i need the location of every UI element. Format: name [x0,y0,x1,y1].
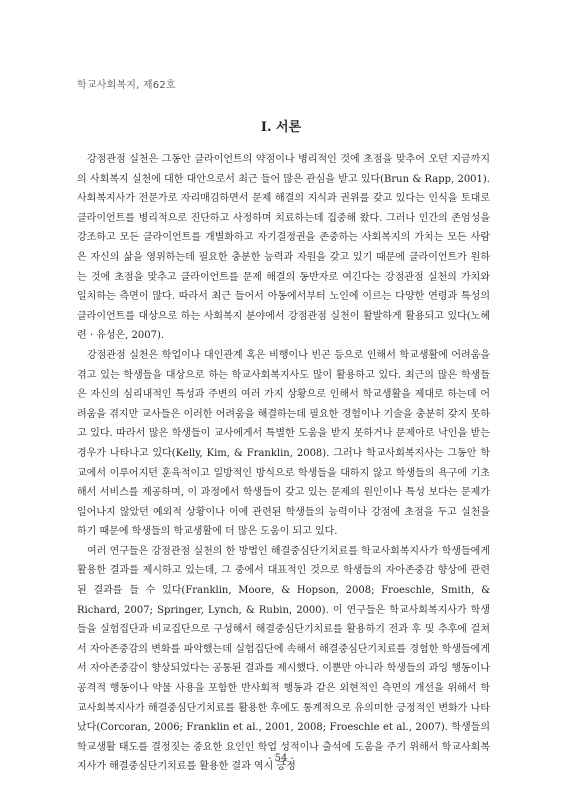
paragraph-2: 강점관점 실천은 학업이나 대인관계 혹은 비행이나 빈곤 등으로 인해서 학교생활에 어려움을 겪고 있는 학생들을 대상으로 하는 학교사회복지사도 많이 활용하고 있다. 최근의 많은 학생들은 자신의 심리내적인 특성과 주변의 여러 가지 상황으로 인해서 학교생활을 제대로 하는데 어려움을 겪지만 교사들은 이러한 어려움을 해결하는데 필요한 경험이나 기술을 충분히 갖지 못하고 있다. 따라서 많은 학생들이 교사에게서 특별한 도움을 받지 못하거나 문제아로 낙인을 받는 경우가 나타나고 있다(Kelly, Kim, & Franklin, 2008). 그러나 학교사회복지사는 그동안 학교에서 이루어지던 훈육적이고 일방적인 방식으로 학생들을 대하지 않고 학생들의 욕구에 기초해서 서비스를 제공하며, 이 과정에서 학생들이 갖고 있는 문제의 원인이나 특성 보다는 문제가 일어나지 않았던 예외적 상황이나 이에 관련된 학생들의 능력이나 강점에 초점을 두고 실천을 하기 때문에 학생들의 학교생활에 더 많은 도움이 되고 있다. [77,349,490,538]
body-text [77,150,490,777]
running-head: 학교사회복지, 제62호 [77,80,176,91]
page-number: - 54 - [268,753,294,764]
paragraph-1: 강점관점 실천은 그동안 클라이언트의 약점이나 병리적인 것에 초점을 맞추어 오던 지금까지의 사회복지 실천에 대한 대안으로서 최근 들어 많은 관심을 받고 있다(Brun & Rapp, 2001). 사회복지사가 전문가로 자리매김하면서 문제 해결의 지식과 권위를 갖고 있다는 인식을 토대로 클라이언트를 병리적으로 진단하고 사정하며 치료하는데 집중해 왔다. 그러나 인간의 존엄성을 강조하고 모든 클라이언트를 개별화하고 자기결정권을 존중하는 사회복지의 가치는 모든 사람은 자신의 삶을 영위하는데 필요한 충분한 능력과 자원을 갖고 있기 때문에 클라이언트가 원하는 것에 초점을 맞추고 클라이언트를 문제 해결의 동반자로 여긴다는 강점관점 실천의 가치와 일치하는 측면이 많다. 따라서 최근 들어서 아동에서부터 노인에 이르는 다양한 연령과 특성의 클라이언트를 대상으로 하는 사회복지 분야에서 강점관점 실천이 활발하게 활용되고 있다(노혜련 · 유성은, 2007). [77,154,490,342]
section-title: Ⅰ. 서론 [260,120,302,135]
paragraph-3: 여러 연구들은 강점관점 실천의 한 방법인 해결중심단기치료를 학교사회복지사가 학생들에게 활용한 결과를 제시하고 있는데, 그 중에서 대표적인 것으로 학생들의 자아존중감 향상에 관련된 결과를 들 수 있다(Franklin, Moore, & Hopson, 2008; Froeschle, Smith, & Richard, 2007; Springer, Lynch, & Rubin, 2000). 이 연구들은 학교사회복지사가 학생들을 실험집단과 비교집단으로 구성해서 해결중심단기치료를 활용하기 전과 후 및 추후에 걸쳐서 자아존중감의 변화를 파악했는데 실험집단에 속해서 해결중심단기치료를 경험한 학생들에게서 자아존중감이 향상되었다는 공통된 결과를 제시했다. 이뿐만 아니라 학생들의 과잉 행동이나 공격적 행동이나 약물 사용을 포함한 반사회적 행동과 같은 외현적인 측면의 개선을 위해서 학교사회복지사가 해결중심단기치료를 활용한 후에도 통계적으로 유의미한 긍정적인 변화가 나타났다(Corcoran, 2006; Franklin et al., 2001, 2008; Froeschle et al., 2007). 학생들의 학교생활 태도를 결정짓는 중요한 요인인 학업 성적이나 출석에 도움을 주기 위해서 학교사회복지사가 해결중심단기치료를 활용한 결과 역시 긍정 [77,545,490,773]
